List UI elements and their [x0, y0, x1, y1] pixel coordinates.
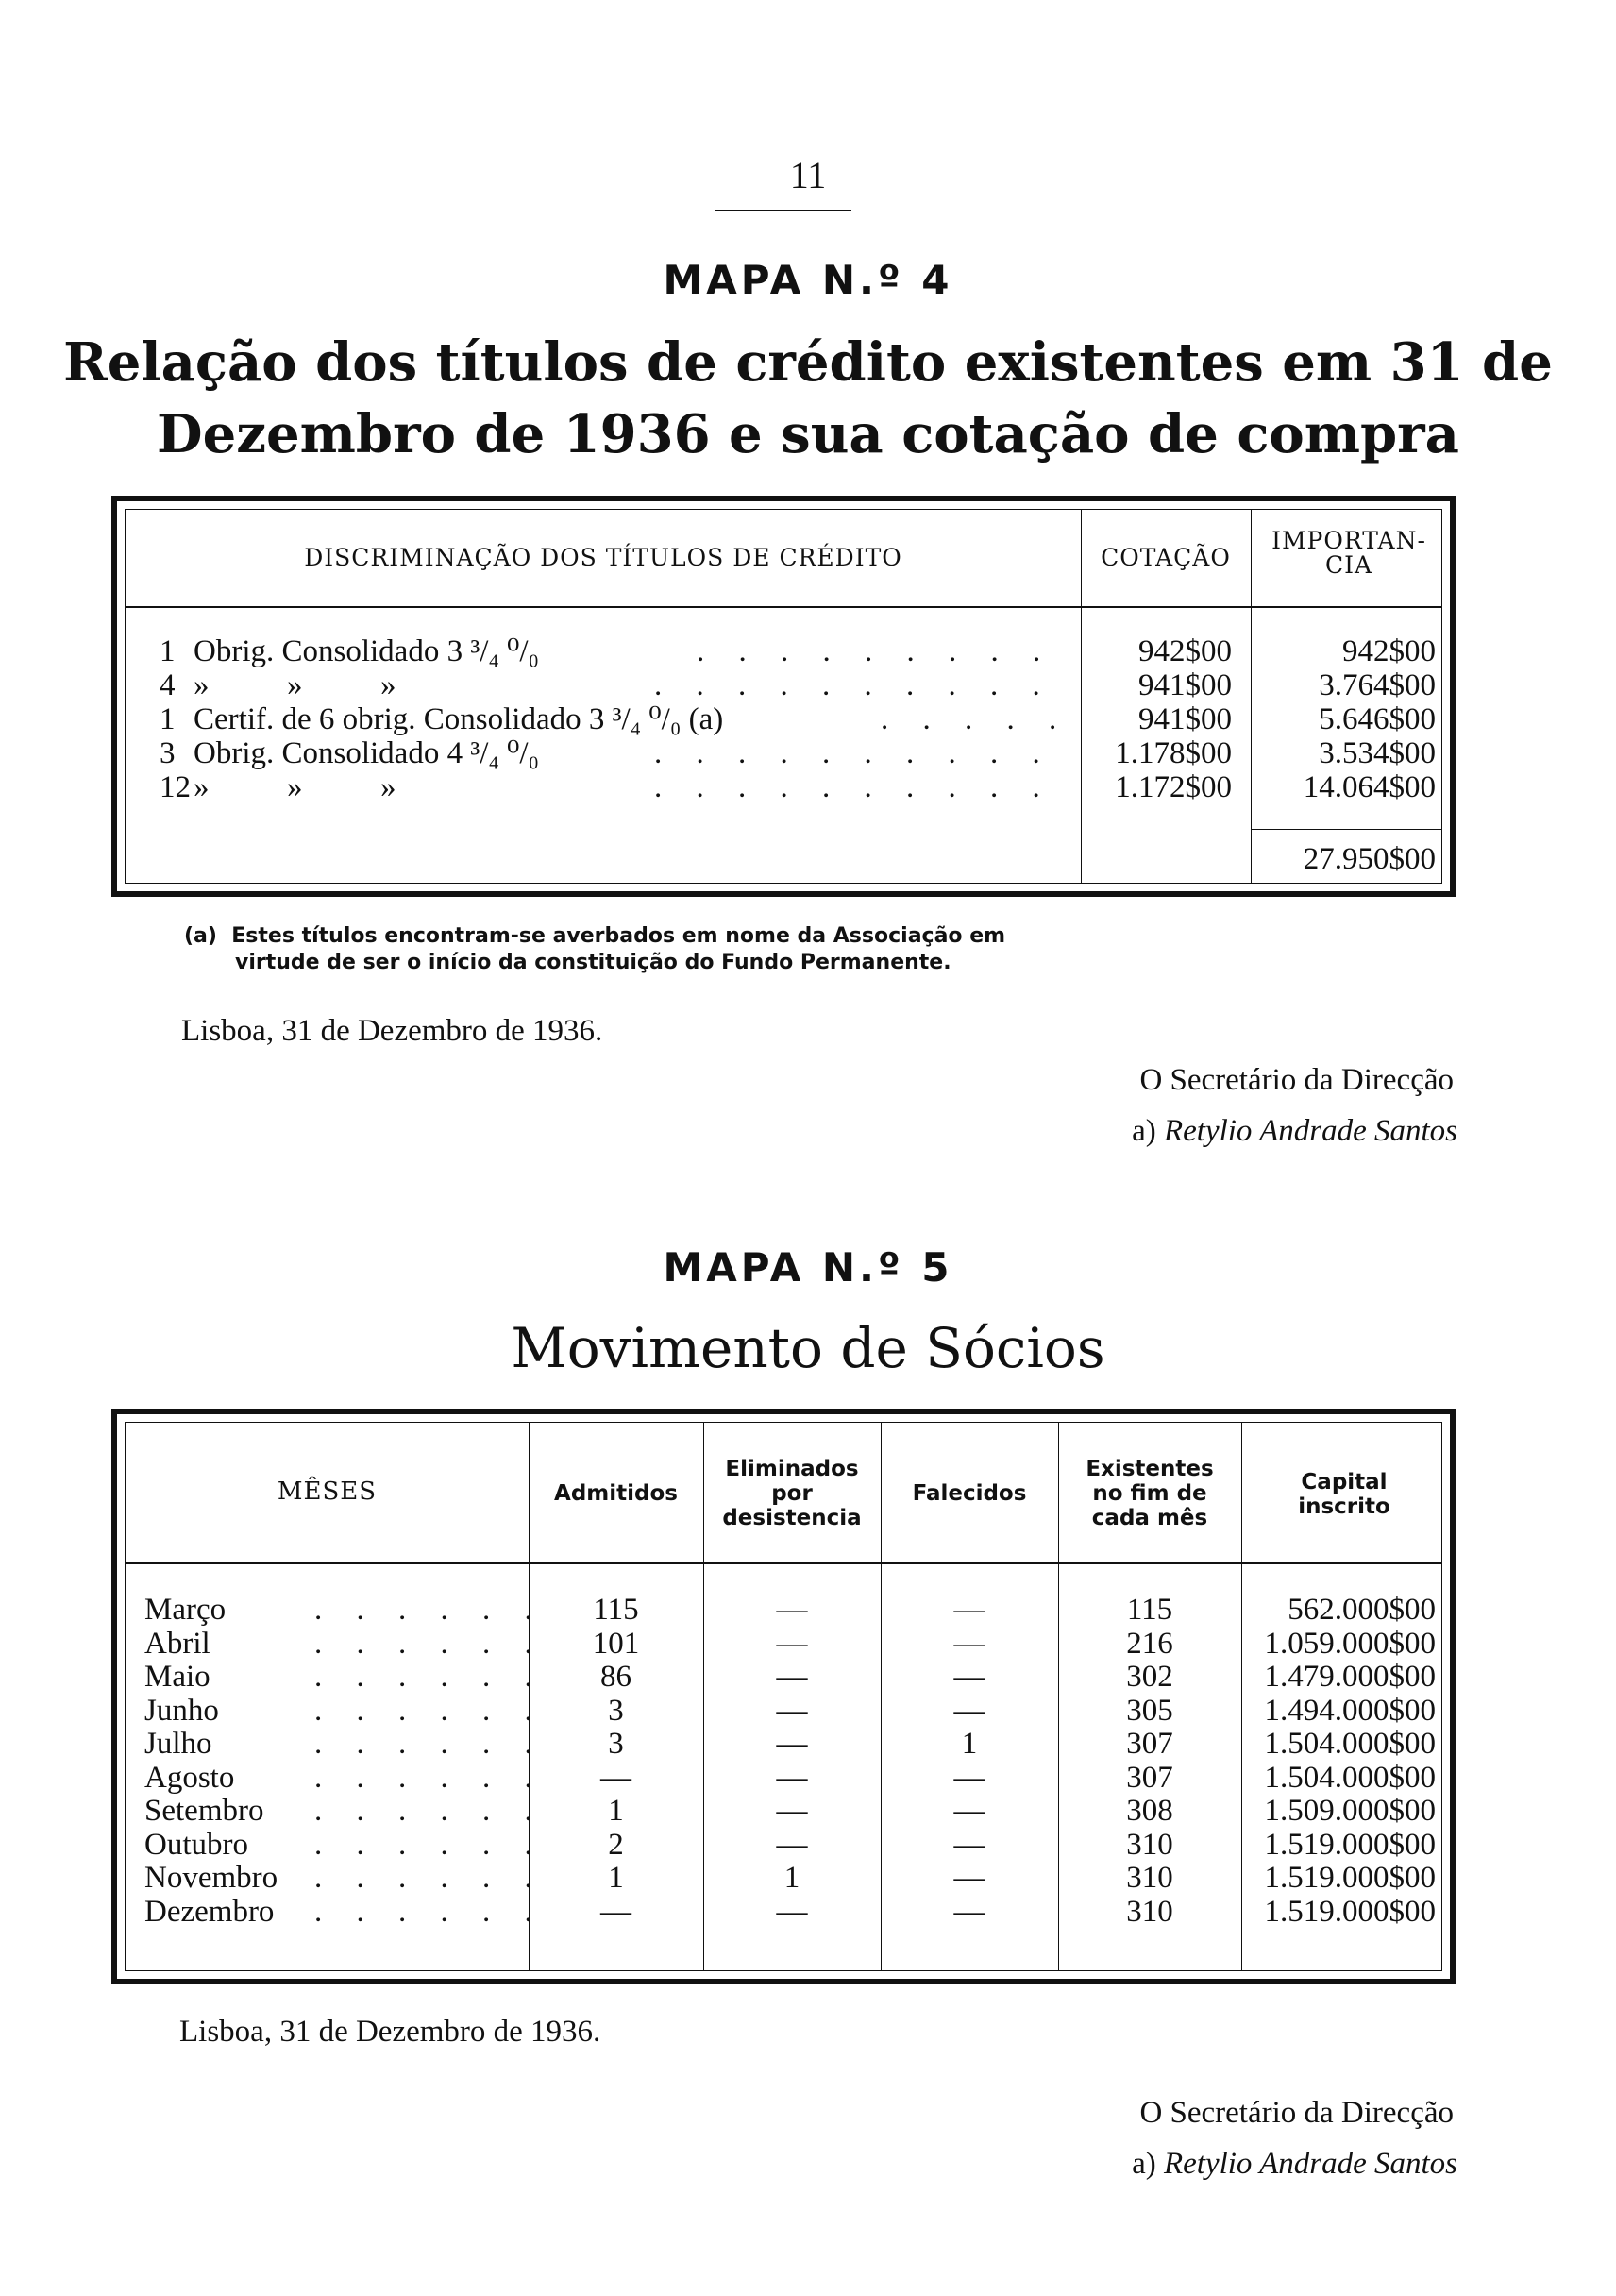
row-capital: 1.494.000$00 — [1264, 1693, 1436, 1728]
header-eliminados-line3: desistencia — [722, 1506, 862, 1530]
row-existentes: 310 — [1126, 1861, 1173, 1895]
row-falecidos: — — [953, 1693, 985, 1728]
total-rule — [1251, 829, 1441, 830]
signature-prefix: a) — [1132, 2147, 1156, 2181]
credit-titles-table — [111, 496, 1456, 897]
row-importancia: 942$00 — [1342, 634, 1436, 668]
footnote-line1: (a) Estes títulos encontram-se averbados em nome da Associação em — [184, 924, 1006, 948]
map4-title-line2: Dezembro de 1936 e sua cotação de compra — [157, 403, 1459, 465]
map4-title-line1: Relação dos títulos de crédito existentes em 31 de — [63, 331, 1553, 394]
row-falecidos: — — [953, 1861, 985, 1895]
row-mes: Novembro — [144, 1861, 278, 1895]
row-falecidos: — — [953, 1593, 985, 1627]
row-capital: 1.509.000$00 — [1264, 1794, 1436, 1828]
leader-dots: . . . . . . — [314, 1827, 546, 1862]
header-meses: MÊSES — [277, 1477, 378, 1506]
row-importancia: 3.764$00 — [1319, 668, 1436, 702]
row-cotacao: 941$00 — [1138, 668, 1232, 702]
row-importancia: 5.646$00 — [1319, 702, 1436, 736]
row-mes: Março — [144, 1593, 227, 1627]
row-admitidos: 1 — [608, 1794, 624, 1828]
row-capital: 1.519.000$00 — [1264, 1894, 1436, 1929]
row-existentes: 308 — [1126, 1794, 1173, 1828]
row-eliminados: — — [776, 1827, 808, 1862]
row-eliminados: — — [776, 1794, 808, 1828]
map4-signature — [1132, 1114, 1457, 1149]
map5-heading: MAPA N.º 5 — [663, 1244, 953, 1291]
header-eliminados-line2: por — [771, 1481, 813, 1506]
row-mes: Julho — [144, 1727, 212, 1761]
header-importancia — [1251, 529, 1447, 578]
row-cotacao: 941$00 — [1138, 702, 1232, 736]
leader-dots: . . . . . . . . . — [697, 634, 1054, 668]
row-capital: 1.504.000$00 — [1264, 1727, 1436, 1761]
row-falecidos: — — [953, 1760, 985, 1795]
row-falecidos: — — [953, 1794, 985, 1828]
row-existentes: 302 — [1126, 1660, 1173, 1694]
map5-title: Movimento de Sócios — [511, 1316, 1105, 1380]
header-eliminados — [703, 1457, 881, 1530]
row-admitidos: 2 — [608, 1827, 624, 1862]
row-existentes: 307 — [1126, 1760, 1173, 1795]
row-admitidos: 3 — [608, 1693, 624, 1728]
row-eliminados: — — [776, 1660, 808, 1694]
row-falecidos: — — [953, 1626, 985, 1661]
header-rule — [126, 1562, 1441, 1564]
page-number: 11 — [789, 154, 827, 196]
row-desc: » » » — [194, 668, 396, 702]
leader-dots: . . . . . . — [314, 1894, 546, 1929]
row-cotacao: 1.172$00 — [1115, 770, 1232, 804]
leader-dots: . . . . . . — [314, 1660, 546, 1694]
header-capital — [1241, 1470, 1447, 1519]
header-admitidos: Admitidos — [554, 1481, 678, 1506]
signature-name: Retylio Andrade Santos — [1163, 2147, 1457, 2181]
row-qty: 1 — [160, 634, 176, 668]
row-admitidos: — — [600, 1894, 631, 1929]
total-value: 27.950$00 — [1303, 842, 1436, 876]
map5-signature — [1132, 2147, 1457, 2182]
row-cotacao: 942$00 — [1138, 634, 1232, 668]
row-desc: Certif. de 6 obrig. Consolidado 3 ³/₄ ⁰/₀ (a) — [194, 702, 724, 736]
header-importancia-line2: CIA — [1324, 551, 1373, 579]
row-mes: Agosto — [144, 1760, 235, 1795]
row-existentes: 310 — [1126, 1894, 1173, 1929]
row-existentes: 305 — [1126, 1693, 1173, 1728]
leader-dots: . . . . . . — [314, 1861, 546, 1895]
row-admitidos: 101 — [592, 1626, 640, 1661]
leader-dots: . . . . . . — [314, 1727, 546, 1761]
map4-heading: MAPA N.º 4 — [663, 257, 953, 303]
row-capital: 562.000$00 — [1288, 1593, 1436, 1627]
header-existentes — [1058, 1457, 1241, 1530]
header-capital-line2: inscrito — [1298, 1494, 1390, 1519]
leader-dots: . . . . . . . . . . — [654, 736, 1053, 770]
map5-signer-title: O Secretário da Direcção — [1139, 2096, 1454, 2130]
row-capital: 1.059.000$00 — [1264, 1626, 1436, 1661]
header-existentes-line1: Existentes — [1086, 1457, 1214, 1481]
row-existentes: 307 — [1126, 1727, 1173, 1761]
header-falecidos: Falecidos — [912, 1481, 1027, 1506]
row-desc: Obrig. Consolidado 4 ³/₄ ⁰/₀ — [194, 736, 540, 770]
leader-dots: . . . . . . . . . . — [654, 668, 1053, 702]
row-importancia: 3.534$00 — [1319, 736, 1436, 770]
row-importancia: 14.064$00 — [1303, 770, 1436, 804]
row-mes: Maio — [144, 1660, 210, 1694]
row-eliminados: — — [776, 1626, 808, 1661]
row-desc: Obrig. Consolidado 3 ³/₄ ⁰/₀ — [194, 634, 540, 668]
page-number-rule — [715, 210, 851, 211]
row-existentes: 310 — [1126, 1827, 1173, 1862]
header-existentes-line2: no fim de — [1092, 1481, 1207, 1506]
row-eliminados: — — [776, 1693, 808, 1728]
row-mes: Junho — [144, 1693, 219, 1728]
map4-footnote — [184, 923, 1005, 976]
row-qty: 4 — [160, 668, 176, 702]
members-table — [111, 1409, 1456, 1984]
signature-name: Retylio Andrade Santos — [1163, 1114, 1457, 1148]
leader-dots: . . . . . . — [314, 1626, 546, 1661]
row-eliminados: — — [776, 1727, 808, 1761]
header-existentes-line3: cada mês — [1091, 1506, 1208, 1530]
row-falecidos: 1 — [961, 1727, 978, 1761]
row-existentes: 115 — [1126, 1593, 1173, 1627]
row-eliminados: — — [776, 1894, 808, 1929]
header-discriminacao: DISCRIMINAÇÃO DOS TÍTULOS DE CRÉDITO — [304, 544, 902, 571]
leader-dots: . . . . . . . . . . — [654, 770, 1053, 804]
row-cotacao: 1.178$00 — [1115, 736, 1232, 770]
leader-dots: . . . . . . — [314, 1693, 546, 1728]
row-admitidos: 115 — [593, 1593, 639, 1627]
row-eliminados: 1 — [783, 1861, 800, 1895]
row-mes: Setembro — [144, 1794, 264, 1828]
header-cotacao: COTAÇÃO — [1101, 544, 1231, 571]
map4-place-date: Lisboa, 31 de Dezembro de 1936. — [181, 1014, 603, 1048]
map4-signer-title: O Secretário da Direcção — [1139, 1063, 1454, 1097]
row-existentes: 216 — [1126, 1626, 1173, 1661]
row-capital: 1.504.000$00 — [1264, 1760, 1436, 1795]
row-capital: 1.519.000$00 — [1264, 1827, 1436, 1862]
row-admitidos: 86 — [600, 1660, 631, 1694]
row-mes: Abril — [144, 1626, 210, 1661]
header-capital-line1: Capital — [1301, 1470, 1388, 1494]
row-qty: 1 — [160, 702, 176, 736]
row-admitidos: — — [600, 1760, 631, 1795]
leader-dots: . . . . . . — [314, 1794, 546, 1828]
row-capital: 1.519.000$00 — [1264, 1861, 1436, 1895]
map5-place-date: Lisboa, 31 de Dezembro de 1936. — [179, 2015, 601, 2049]
leader-dots: . . . . . . — [314, 1593, 546, 1627]
row-eliminados: — — [776, 1593, 808, 1627]
row-mes: Dezembro — [144, 1894, 275, 1929]
row-mes: Outubro — [144, 1827, 248, 1862]
row-falecidos: — — [953, 1660, 985, 1694]
signature-prefix: a) — [1132, 1114, 1156, 1148]
row-falecidos: — — [953, 1894, 985, 1929]
header-eliminados-line1: Eliminados — [725, 1457, 859, 1481]
row-capital: 1.479.000$00 — [1264, 1660, 1436, 1694]
leader-dots: . . . . . . — [314, 1760, 546, 1795]
row-admitidos: 1 — [608, 1861, 624, 1895]
row-qty: 12 — [160, 770, 191, 804]
footnote-line2: virtude de ser o início da constituição do Fundo Permanente. — [235, 951, 951, 974]
row-falecidos: — — [953, 1827, 985, 1862]
header-rule — [126, 606, 1441, 608]
row-eliminados: — — [776, 1760, 808, 1795]
row-admitidos: 3 — [608, 1727, 624, 1761]
header-importancia-line1: IMPORTAN- — [1271, 527, 1426, 554]
leader-dots: . . . . . — [881, 702, 1070, 736]
row-qty: 3 — [160, 736, 176, 770]
row-desc: » » » — [194, 770, 396, 804]
